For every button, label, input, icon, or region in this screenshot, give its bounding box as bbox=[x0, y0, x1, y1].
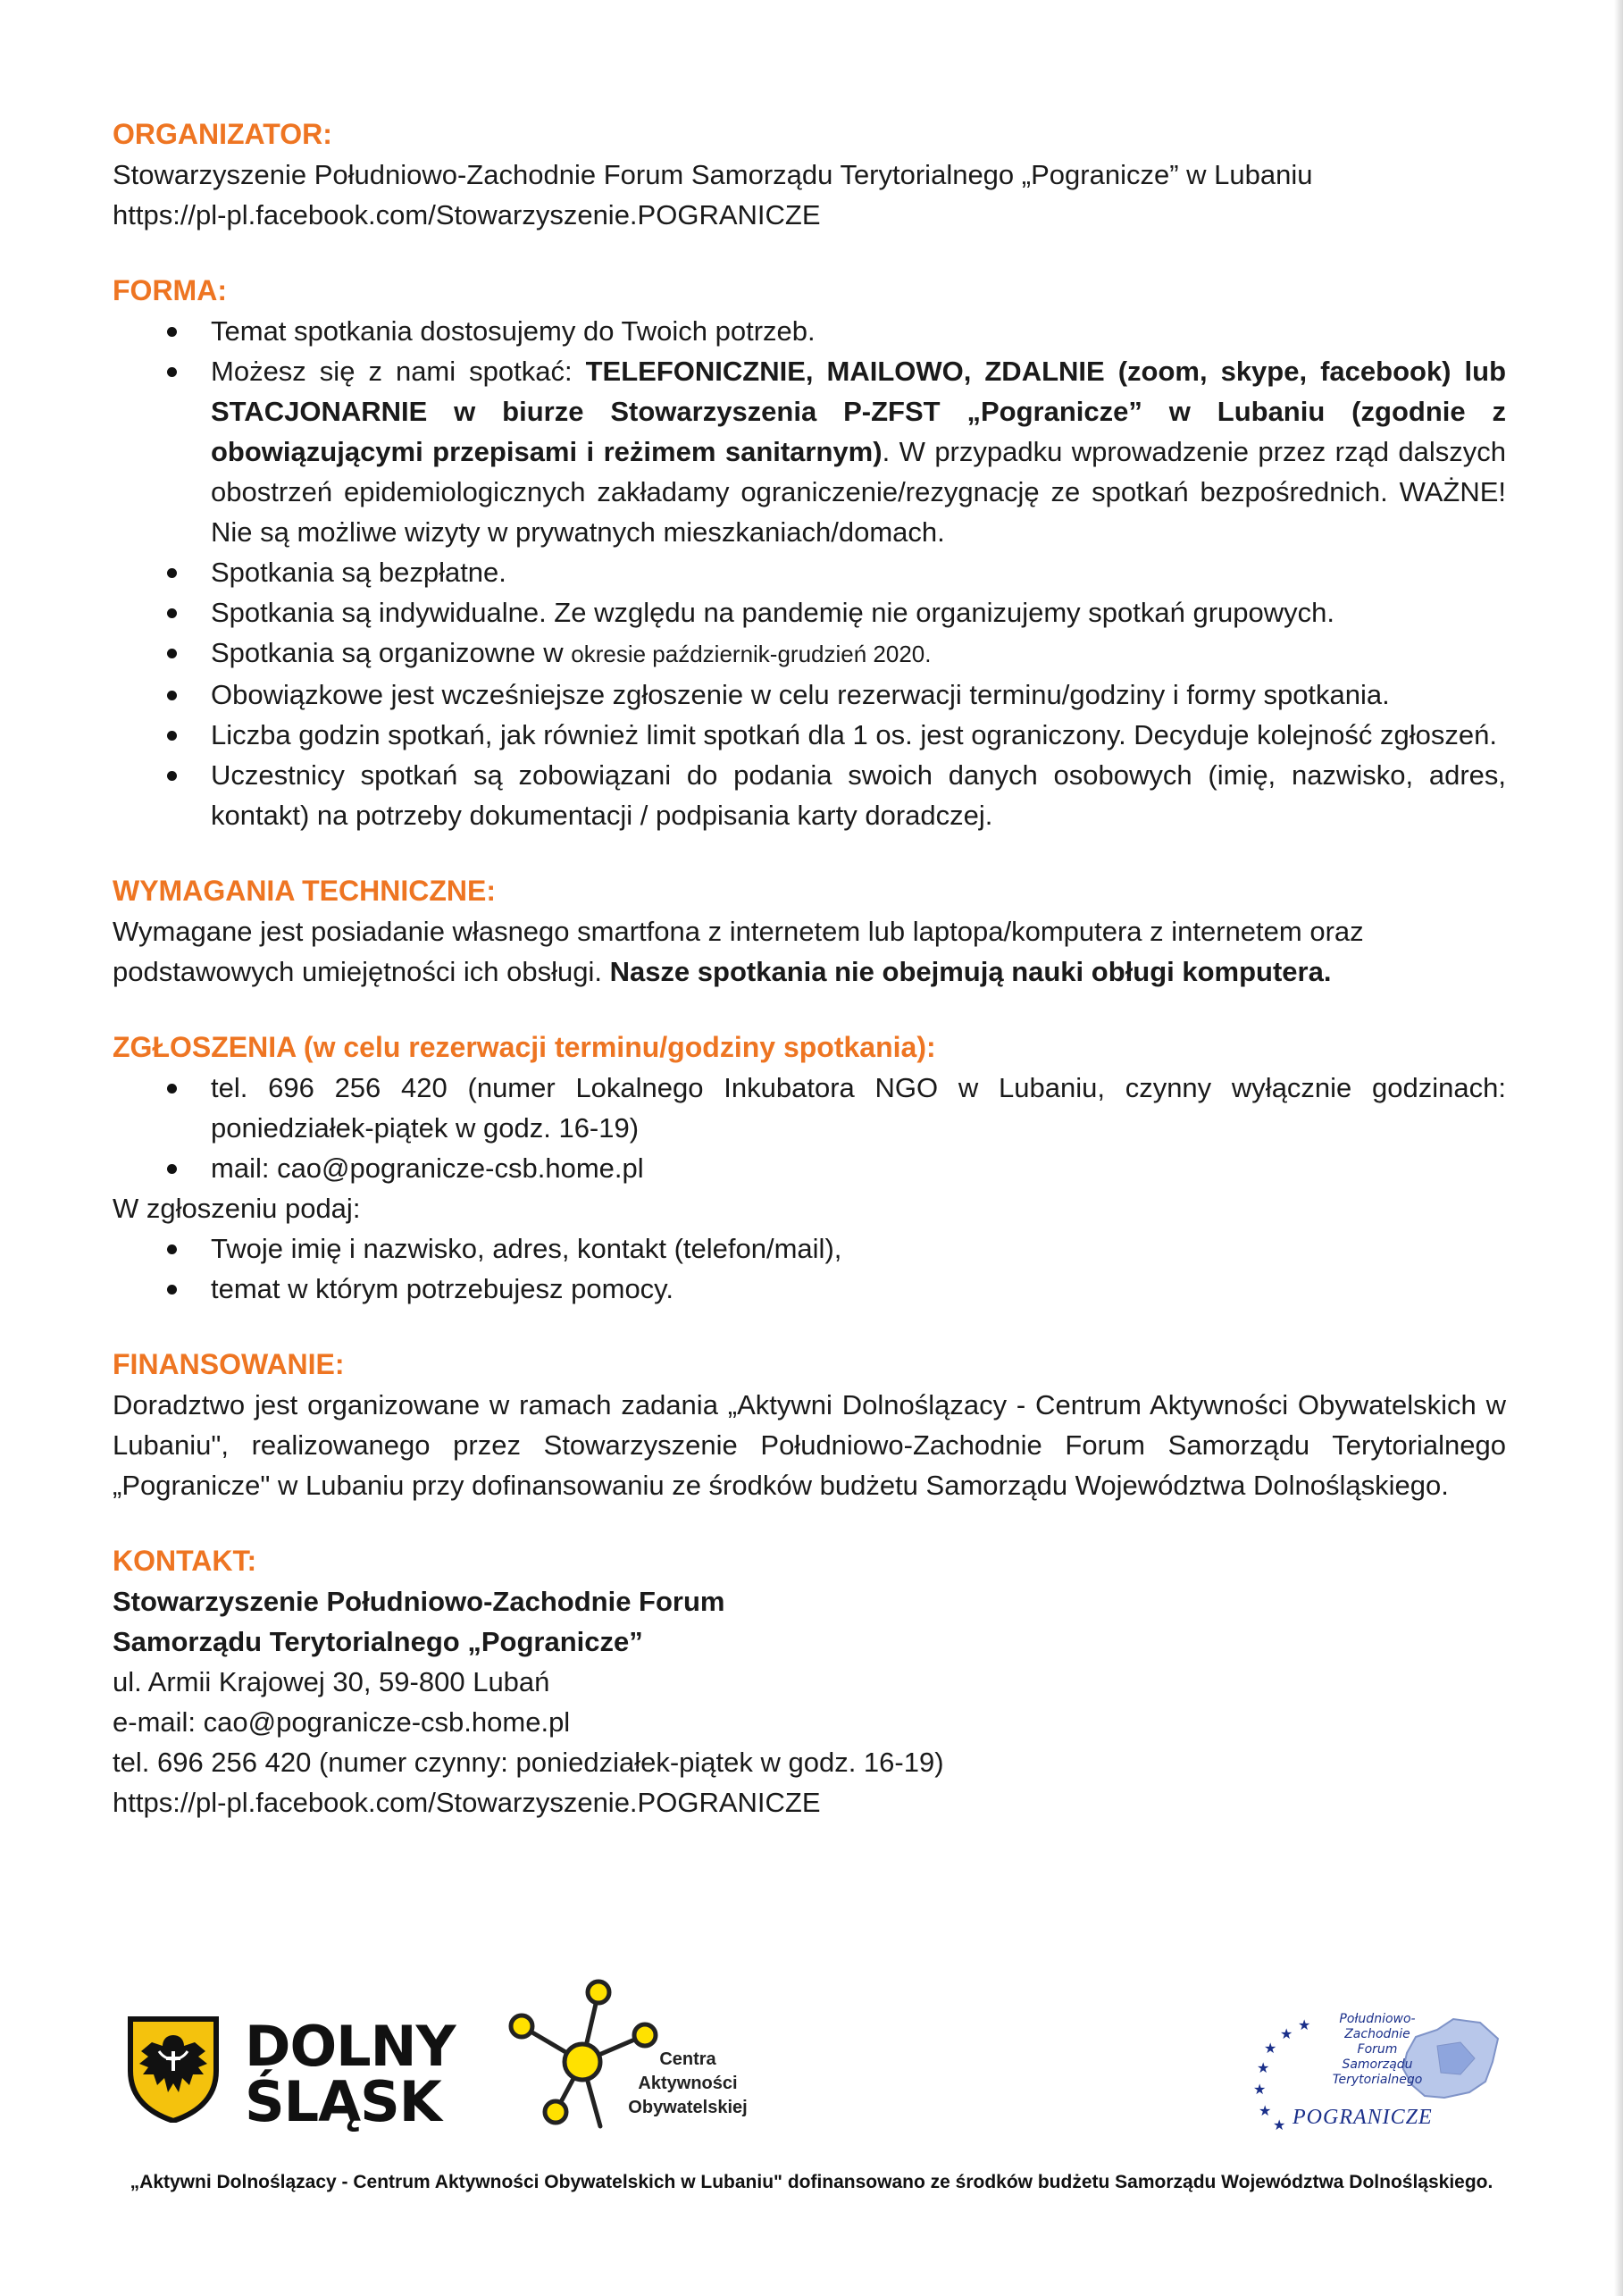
svg-text:★: ★ bbox=[1257, 2059, 1270, 2076]
list-item-bold-text: TELEFONICZNIE, MAILOWO, ZDALNIE (zoom, skype, facebook) lub STACJONARNIE w biurze Stowarzyszenia P-ZFST „Pogranicze” w Lubaniu (zgodnie z obowiązującymi przepisami i reżimem sanitarnym) bbox=[211, 356, 1507, 467]
list-item-text: Spotkania są organizowne w bbox=[211, 637, 572, 668]
dolny-slask-line1: DOLNY bbox=[245, 2014, 456, 2079]
kontakt-facebook-link[interactable]: https://pl-pl.facebook.com/Stowarzyszenie.POGRANICZE bbox=[113, 1787, 821, 1818]
logos-bar bbox=[0, 1965, 1623, 2171]
list-item bbox=[113, 351, 1506, 552]
pogranicze-name: POGRANICZE bbox=[1293, 2106, 1433, 2129]
svg-text:★: ★ bbox=[1298, 2016, 1311, 2033]
list-item bbox=[113, 311, 1506, 351]
dolny-slask-shield-icon bbox=[127, 2015, 220, 2123]
bullet-icon bbox=[167, 731, 177, 741]
heading-kontakt: KONTAKT: bbox=[113, 1545, 257, 1577]
bullet-icon bbox=[167, 1164, 177, 1174]
kontakt-phone: tel. 696 256 420 (numer czynny: poniedziałek-piątek w godz. 16-19) bbox=[113, 1747, 944, 1778]
wymagania-bold-note: Nasze spotkania nie obejmują nauki obługi komputera. bbox=[609, 956, 1332, 987]
bullet-icon bbox=[167, 691, 177, 700]
kontakt-name-1: Stowarzyszenie Południowo-Zachodnie Forum bbox=[113, 1586, 725, 1617]
list-item-text: . W przypadku wprowadzenie przez rząd dalszych obostrzeń epidemiologicznych zakładamy ograniczenie/rezygnację ze spotkań bezpośrednich. WAŻNE! Nie są możliwe wizyty w prywatnych mieszkaniach/domach. bbox=[211, 436, 1506, 548]
svg-text:★: ★ bbox=[1280, 2025, 1293, 2042]
list-item-text: Twoje imię i nazwisko, adres, kontakt (telefon/mail), bbox=[211, 1233, 842, 1264]
organizator-facebook-link[interactable]: https://pl-pl.facebook.com/Stowarzyszenie.POGRANICZE bbox=[113, 199, 821, 230]
section-zgloszenia bbox=[113, 1027, 1506, 1309]
kontakt-name-2: Samorządu Terytorialnego „Pogranicze” bbox=[113, 1626, 643, 1657]
cao-line3: Obywatelskiej bbox=[628, 2098, 748, 2117]
list-item bbox=[113, 633, 1506, 675]
list-item bbox=[113, 715, 1506, 755]
finansowanie-text: Doradztwo jest organizowane w ramach zadania „Aktywni Dolnoślązacy - Centrum Aktywności Obywatelskich w Lubaniu", realizowanego przez Stowarzyszenie Południowo-Zachodnie Forum Samorządu Terytorialnego „Pogranicze" w Lubaniu przy dofinansowaniu ze środków budżetu Samorządu Województwa Dolnośląskiego. bbox=[113, 1389, 1506, 1501]
list-item bbox=[113, 1148, 1506, 1188]
list-item-text: tel. 696 256 420 (numer Lokalnego Inkubatora NGO w Lubaniu, czynny wyłącznie godzinach: poniedziałek-piątek w godz. 16-19) bbox=[211, 1072, 1506, 1144]
list-item-text: temat w którym potrzebujesz pomocy. bbox=[211, 1273, 673, 1304]
list-item-text: Obowiązkowe jest wcześniejsze zgłoszenie w celu rezerwacji terminu/godziny i formy spotkania. bbox=[211, 679, 1390, 710]
page-edge-shadow bbox=[1614, 0, 1623, 2296]
list-item bbox=[113, 1228, 1506, 1269]
pogranicze-line4: Samorządu bbox=[1342, 2057, 1413, 2072]
cao-logo-text bbox=[616, 2048, 759, 2120]
pogranicze-logo bbox=[1246, 2010, 1514, 2135]
pogranicze-line5: Terytorialnego bbox=[1332, 2073, 1423, 2087]
footer-note: „Aktywni Dolnoślązacy - Centrum Aktywności Obywatelskich w Lubaniu" dofinansowano ze środków budżetu Samorządu Województwa Dolnośląskiego. bbox=[130, 2172, 1493, 2192]
section-kontakt bbox=[113, 1541, 1506, 1823]
list-item bbox=[113, 1068, 1506, 1148]
dolny-slask-wordmark bbox=[245, 2014, 456, 2134]
section-forma bbox=[113, 271, 1506, 835]
svg-text:★: ★ bbox=[1264, 2040, 1277, 2057]
list-item bbox=[113, 1269, 1506, 1309]
pogranicze-line2: Zachodnie bbox=[1344, 2027, 1410, 2041]
svg-text:★: ★ bbox=[1273, 2116, 1286, 2133]
cao-line2: Aktywności bbox=[638, 2074, 738, 2093]
cao-line1: Centra bbox=[659, 2049, 716, 2069]
zgloszenia-list bbox=[113, 1068, 1506, 1188]
heading-finansowanie: FINANSOWANIE: bbox=[113, 1348, 345, 1380]
pogranicze-line3: Forum bbox=[1357, 2042, 1398, 2057]
kontakt-address: ul. Armii Krajowej 30, 59-800 Lubań bbox=[113, 1666, 550, 1697]
list-item-text: Temat spotkania dostosujemy do Twoich potrzeb. bbox=[211, 315, 816, 347]
svg-text:★: ★ bbox=[1253, 2081, 1267, 2098]
list-item bbox=[113, 592, 1506, 633]
section-wymagania bbox=[113, 871, 1506, 992]
zgloszenia-details-list bbox=[113, 1228, 1506, 1309]
svg-text:★: ★ bbox=[1259, 2102, 1272, 2119]
kontakt-email[interactable]: e-mail: cao@pogranicze-csb.home.pl bbox=[113, 1706, 571, 1738]
wymagania-text bbox=[113, 911, 1506, 992]
wymagania-body: Wymagane jest posiadanie własnego smartfona z internetem lub laptopa/komputera z internetem oraz podstawowych umiejętności ich obsługi. bbox=[113, 916, 1364, 987]
email-link[interactable]: mail: cao@pogranicze-csb.home.pl bbox=[211, 1152, 644, 1184]
bullet-icon bbox=[167, 771, 177, 781]
section-organizator bbox=[113, 114, 1506, 235]
list-item-small-text: okresie październik-grudzień 2020. bbox=[571, 641, 932, 667]
list-item bbox=[113, 675, 1506, 715]
document-page bbox=[113, 114, 1506, 1858]
list-item bbox=[113, 552, 1506, 592]
organizator-name: Stowarzyszenie Południowo-Zachodnie Forum Samorządu Terytorialnego „Pogranicze” w Lubaniu bbox=[113, 159, 1313, 190]
list-item-text: Spotkania są indywidualne. Ze względu na pandemię nie organizujemy spotkań grupowych. bbox=[211, 597, 1334, 628]
pogranicze-small-text bbox=[1328, 2012, 1426, 2088]
pogranicze-line1: Południowo- bbox=[1339, 2012, 1416, 2026]
bullet-icon bbox=[167, 608, 177, 618]
list-item bbox=[113, 755, 1506, 835]
section-finansowanie bbox=[113, 1345, 1506, 1505]
kontakt-name-line2 bbox=[113, 1621, 1506, 1662]
heading-organizator: ORGANIZATOR: bbox=[113, 118, 332, 150]
list-item-text: Możesz się z nami spotkać: bbox=[211, 356, 586, 387]
zgloszenia-intro: W zgłoszeniu podaj: bbox=[113, 1193, 361, 1224]
list-item-text: Spotkania są bezpłatne. bbox=[211, 557, 506, 588]
heading-forma: FORMA: bbox=[113, 274, 227, 306]
bullet-icon bbox=[167, 327, 177, 337]
list-item-text: Liczba godzin spotkań, jak również limit spotkań dla 1 os. jest ograniczony. Decyduje kolejność zgłoszeń. bbox=[211, 719, 1497, 750]
bullet-icon bbox=[167, 1244, 177, 1254]
heading-wymagania: WYMAGANIA TECHNICZNE: bbox=[113, 875, 496, 907]
bullet-icon bbox=[167, 649, 177, 658]
forma-list bbox=[113, 311, 1506, 835]
bullet-icon bbox=[167, 367, 177, 377]
bullet-icon bbox=[167, 1084, 177, 1094]
bullet-icon bbox=[167, 568, 177, 578]
list-item-text: Uczestnicy spotkań są zobowiązani do podania swoich danych osobowych (imię, nazwisko, adres, kontakt) na potrzeby dokumentacji / podpisania karty doradczej. bbox=[211, 759, 1506, 831]
kontakt-name-line1 bbox=[113, 1581, 1506, 1621]
dolny-slask-line2: ŚLĄSK bbox=[245, 2069, 441, 2134]
heading-zgloszenia: ZGŁOSZENIA (w celu rezerwacji terminu/godziny spotkania): bbox=[113, 1031, 936, 1063]
bullet-icon bbox=[167, 1285, 177, 1295]
